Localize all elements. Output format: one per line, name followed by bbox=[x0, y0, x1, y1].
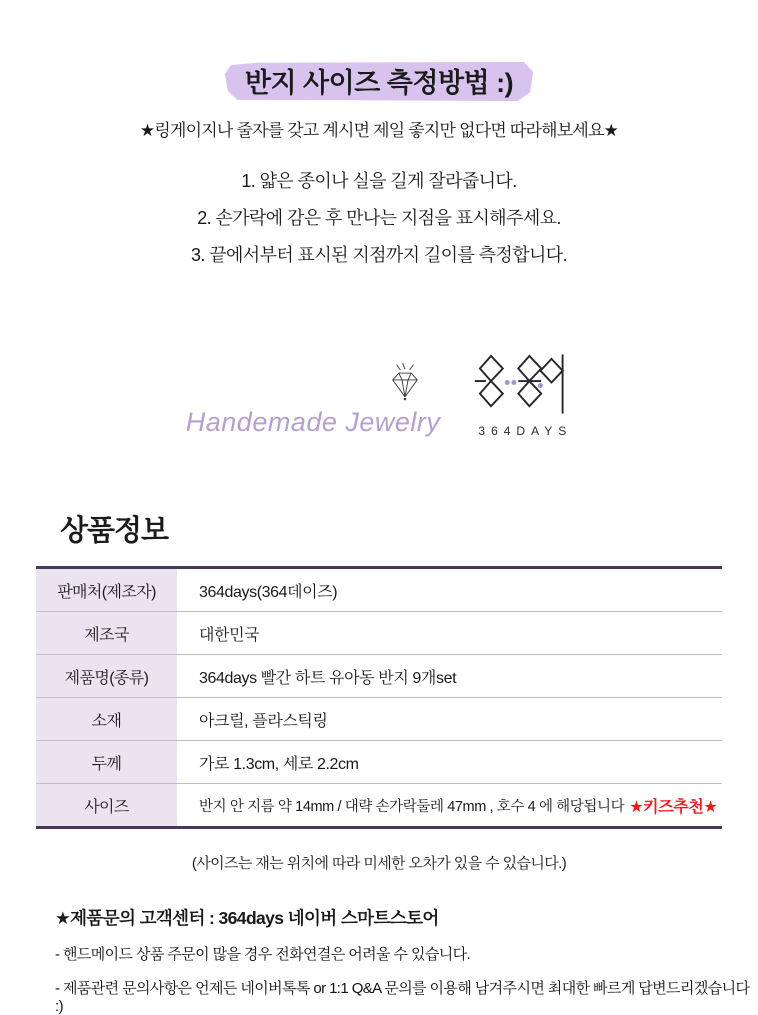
table-row-material bbox=[36, 698, 722, 741]
row-value: 대한민국 bbox=[199, 626, 260, 644]
page-title: 반지 사이즈 측정방법 :) bbox=[231, 58, 527, 103]
diamond-gem-icon bbox=[382, 361, 428, 410]
size-tolerance-note: (사이즈는 재는 위치에 따라 미세한 오차가 있을 수 있습니다.) bbox=[191, 855, 567, 872]
product-info-table bbox=[36, 566, 722, 829]
logo-364-wordmark: 364DAYS bbox=[478, 424, 573, 438]
ring-size-guide bbox=[0, 0, 758, 274]
customer-center-block bbox=[55, 905, 758, 1015]
row-value bbox=[177, 784, 722, 826]
table-row-product-name bbox=[36, 655, 722, 698]
row-label: 두께 bbox=[36, 741, 177, 783]
measurement-steps bbox=[0, 163, 758, 274]
brand-logo-364 bbox=[472, 353, 572, 438]
row-label: 판매처(제조자) bbox=[36, 569, 177, 611]
row-label: 제품명(종류) bbox=[36, 655, 177, 697]
logo-364-mark-icon bbox=[474, 353, 570, 420]
measurement-step-3: 3. 끝에서부터 표시된 지점까지 길이를 측정합니다. bbox=[191, 245, 567, 265]
table-row-thickness bbox=[36, 741, 722, 784]
row-label: 제조국 bbox=[36, 612, 177, 654]
row-value: 364days 빨간 하트 유아동 반지 9개set bbox=[199, 669, 457, 687]
table-row-size bbox=[36, 784, 722, 826]
guide-subtitle: ★링게이지나 줄자를 갖고 계시면 제일 좋지만 없다면 따라해보세요★ bbox=[139, 121, 619, 140]
brand-strip bbox=[0, 352, 758, 438]
row-label: 사이즈 bbox=[36, 784, 177, 826]
handmade-jewelry-logo bbox=[186, 407, 447, 438]
footer-line-2: - 제품관련 문의사항은 언제든 네이버톡톡 or 1:1 Q&A 문의를 이용해 남겨주시면 최대한 빠르게 답변드리겠습니다 :) bbox=[55, 980, 750, 1015]
handmade-jewelry-label: Handemade Jewelry bbox=[185, 407, 441, 437]
row-value: 아크릴, 플라스틱링 bbox=[199, 712, 328, 730]
kids-recommend-badge: ★키즈추천★ bbox=[629, 798, 718, 816]
row-value: 364days(364데이즈) bbox=[199, 583, 338, 601]
measurement-step-1: 1. 얇은 종이나 실을 길게 잘라줍니다. bbox=[241, 171, 517, 191]
customer-center-heading: ★제품문의 고객센터 : 364days 네이버 스마트스토어 bbox=[55, 908, 439, 928]
product-info-heading: 상품정보 bbox=[60, 515, 169, 547]
footer-line-1: - 핸드메이드 상품 주문이 많을 경우 전화연결은 어려울 수 있습니다. bbox=[55, 946, 471, 963]
table-row-seller bbox=[36, 569, 722, 612]
table-row-country bbox=[36, 612, 722, 655]
row-value: 가로 1.3cm, 세로 2.2cm bbox=[199, 755, 359, 773]
page-title-highlight bbox=[231, 58, 527, 103]
measurement-step-2: 2. 손가락에 감은 후 만나는 지점을 표시해주세요. bbox=[197, 208, 561, 228]
row-label: 소재 bbox=[36, 698, 177, 740]
size-value-text: 반지 안 지름 약 14mm / 대략 손가락둘레 47mm , 호수 4 에 해당됩니다 bbox=[199, 798, 625, 815]
